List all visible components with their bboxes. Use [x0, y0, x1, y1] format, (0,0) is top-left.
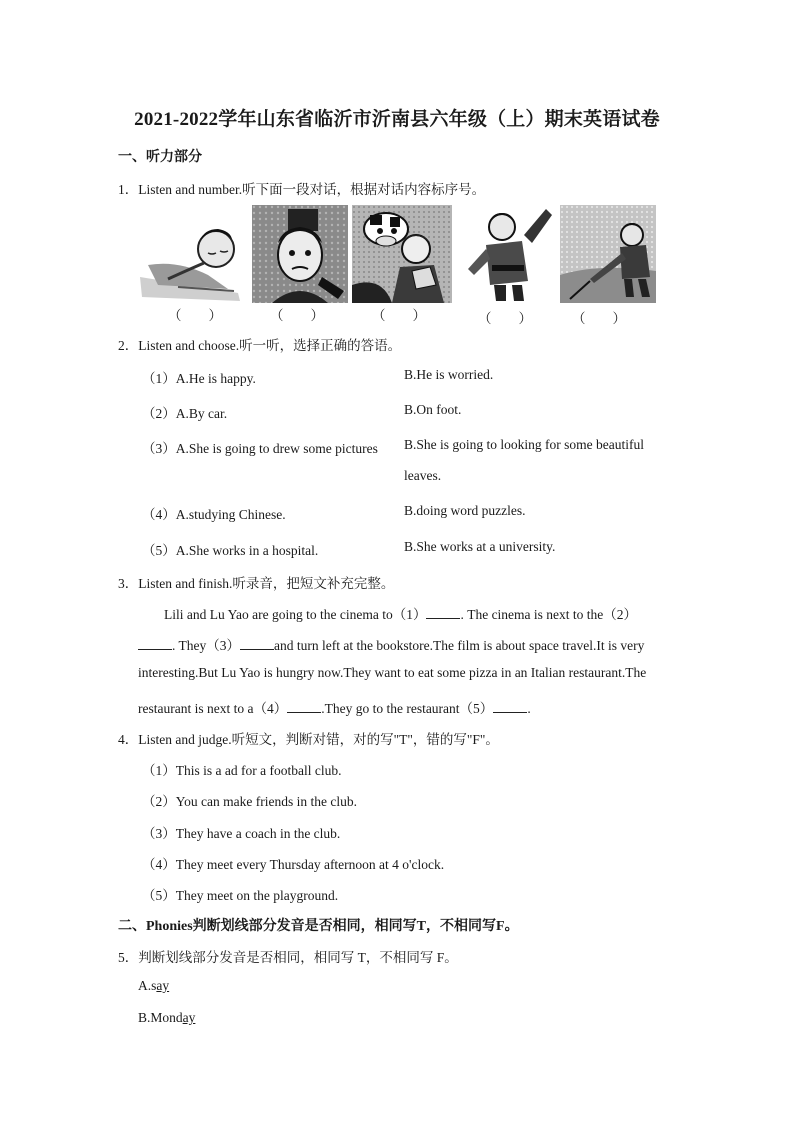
q4-statement-2[interactable]: （2）You can make friends in the club. [142, 794, 357, 809]
blank-5[interactable] [493, 700, 527, 713]
q3-text: . [527, 701, 531, 716]
q2-item-3-option-b[interactable]: B.She is going to looking for some beautiful [404, 437, 644, 452]
q2-item-1-option-b[interactable]: B.He is worried. [404, 367, 494, 382]
q5-option-b-underlined: ay [182, 1010, 196, 1025]
picture-boy-waving [462, 205, 554, 303]
q2-item-4-option-a[interactable]: （4）A.studying Chinese. [142, 507, 286, 522]
q2-item-3-option-b-continued: leaves. [404, 468, 442, 483]
q5-option-a[interactable] [138, 978, 169, 994]
blank-1[interactable] [426, 606, 460, 619]
q2-item-5-option-b[interactable]: B.She works at a university. [404, 539, 556, 554]
q2-item-1-option-a[interactable]: （1）A.He is happy. [142, 371, 256, 386]
question-5-label: 5．判断划线部分发音是否相同，相同写 T，不相同写 F。 [118, 950, 458, 965]
q5-option-a-prefix: A.s [138, 978, 157, 993]
answer-bracket-5[interactable]: （ ） [572, 311, 626, 326]
blank-3[interactable] [240, 637, 274, 650]
question-1-label: 1．Listen and number.听下面一段对话，根据对话内容标序号。 [118, 182, 486, 197]
blank-2[interactable] [138, 637, 172, 650]
q3-text: Lili and Lu Yao are going to the cinema to（1） [164, 607, 427, 622]
blank-4[interactable] [287, 700, 321, 713]
picture-boy-with-cow [352, 205, 452, 303]
q2-item-2-option-b[interactable]: B.On foot. [404, 402, 462, 417]
q4-statement-1[interactable]: （1）This is a ad for a football club. [142, 763, 342, 778]
q3-text: .They go to the restaurant（5） [321, 701, 494, 716]
q3-text: and turn left at the bookstore.The film is about space travel.It is very [274, 638, 645, 653]
picture-boy-sleeping [138, 205, 242, 303]
q3-passage-line-3: interesting.But Lu Yao is hungry now.They want to eat some pizza in an Italian restaurant.The [138, 665, 647, 680]
picture-boy-kite [560, 205, 656, 303]
question-4-label: 4．Listen and judge.听短文，判断对错，对的写"T"，错的写"F"。 [118, 732, 499, 747]
section-listening-heading: 一、听力部分 [118, 150, 202, 165]
picture-boy-worried [252, 205, 348, 303]
q2-item-4-option-b[interactable]: B.doing word puzzles. [404, 503, 526, 518]
q2-item-5-option-a[interactable]: （5）A.She works in a hospital. [142, 543, 319, 558]
question-2-label: 2．Listen and choose.听一听，选择正确的答语。 [118, 338, 402, 353]
q2-item-3-option-a[interactable]: （3）A.She is going to drew some pictures [142, 441, 378, 456]
q3-passage-line-2 [138, 634, 644, 654]
answer-bracket-1[interactable]: （ ） [168, 308, 222, 323]
answer-bracket-2[interactable]: （ ） [270, 308, 324, 323]
q3-text: restaurant is next to a（4） [138, 701, 288, 716]
q4-statement-5[interactable]: （5）They meet on the playground. [142, 888, 339, 903]
question-3-label: 3．Listen and finish.听录音，把短文补充完整。 [118, 576, 395, 591]
q5-option-b-prefix: B.Mond [138, 1010, 183, 1025]
q4-statement-4[interactable]: （4）They meet every Thursday afternoon at 4 o'clock. [142, 857, 445, 872]
page-title: 2021-2022学年山东省临沂市沂南县六年级（上）期末英语试卷 [134, 109, 660, 130]
q3-passage-line-1 [164, 603, 637, 623]
answer-bracket-3[interactable]: （ ） [372, 308, 426, 323]
section-phonics-heading: 二、Phonies判断划线部分发音是否相同，相同写T，不相同写F。 [118, 919, 519, 934]
q4-statement-3[interactable]: （3）They have a coach in the club. [142, 826, 341, 841]
q3-text: . The cinema is next to the（2） [460, 607, 638, 622]
q3-passage-line-4 [138, 697, 531, 717]
q3-text: . They（3） [172, 638, 240, 653]
q2-item-2-option-a[interactable]: （2）A.By car. [142, 406, 228, 421]
answer-bracket-4[interactable]: （ ） [478, 311, 532, 326]
q5-option-a-underlined: ay [156, 978, 170, 993]
q5-option-b[interactable] [138, 1010, 195, 1026]
